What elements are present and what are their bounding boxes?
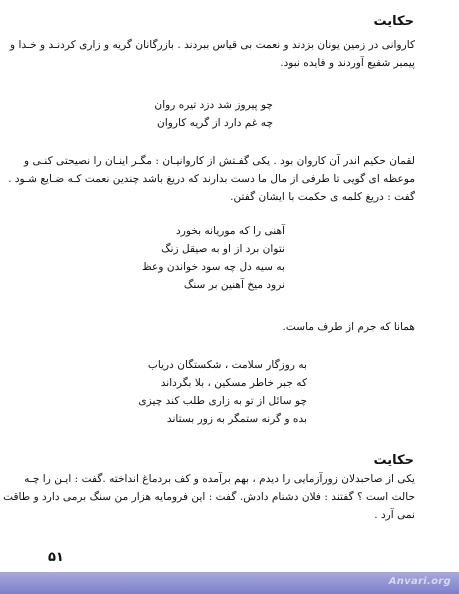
poem-line: چو پیروز شد دزد تیره روان <box>154 99 273 111</box>
poem-couplet-1 <box>154 96 273 132</box>
poem-line: چه غم دارد از گریه کاروان <box>157 117 273 129</box>
story-heading: حکایت <box>373 453 414 468</box>
paragraph-fault <box>43 318 415 336</box>
poem-quatrain-iron <box>142 222 285 294</box>
poem-line: به سیه دل چه سود خواندن وعظ <box>141 261 285 273</box>
poem-line: نرود میخ آهنین بر سنگ <box>183 279 285 291</box>
poem-line: که جبر خاطر مسکین ، بلا بگرداند <box>160 377 307 389</box>
poem-line: بده و گرنه ستمگر به زور بستاند <box>166 413 307 425</box>
text-line: همانا که جرم از طرف ماست. <box>282 321 415 333</box>
text-line: کاروانی در زمین یونان بزدند و نعمت بی قیاس ببردند . بازرگانان گریه و زاری کردنـد و خـدا و <box>10 39 415 51</box>
text-line: حالت است ؟ گفتند : فلان دشنام دادش. گفت : این فرومایه هزار من سنگ برمی دارد و طاقت <box>3 491 415 503</box>
text-line: لقمان حکیم اندر آن کاروان بود . یکی گفـتش از کاروانیـان : مگـر اینـان را نصیحتی کنـی و <box>23 155 415 167</box>
poem-line: آهنی را که موریانه بخورد <box>176 225 285 237</box>
text-line: پیمبر شفیع آوردند و فایده نبود. <box>280 57 415 69</box>
paragraph-luqman <box>8 152 415 206</box>
page-number: ۵۱ <box>48 550 64 565</box>
text-line: گفت : دریغ کلمه ی حکمت با ایشان گفتن. <box>230 191 415 203</box>
paragraph-strongman <box>3 470 415 524</box>
text-line: نمی آرد . <box>374 509 415 521</box>
paragraph-caravan <box>10 36 415 72</box>
text-line: یکی از صاحبدلان زورآزمایی را دیدم ، بهم برآمده و کف بردماغ انداخته .گفت : ایـن را چـه <box>24 473 415 485</box>
poem-quatrain-mercy <box>138 356 307 428</box>
text-line: موعظه ای گویی تا طرفی از مال ما دست بدارند که دریغ باشد چندین نعمت کـه ضـایع شـود . <box>8 173 415 185</box>
watermark: Anvari.org <box>388 576 451 587</box>
poem-line: نتوان برد از او به صیقل زنگ <box>161 243 285 255</box>
poem-line: چو سائل از تو به زاری طلب کند چیزی <box>138 395 307 407</box>
poem-line: به روزگار سلامت ، شکستگان دریاب <box>147 359 307 371</box>
story-heading: حکایت <box>373 14 414 29</box>
